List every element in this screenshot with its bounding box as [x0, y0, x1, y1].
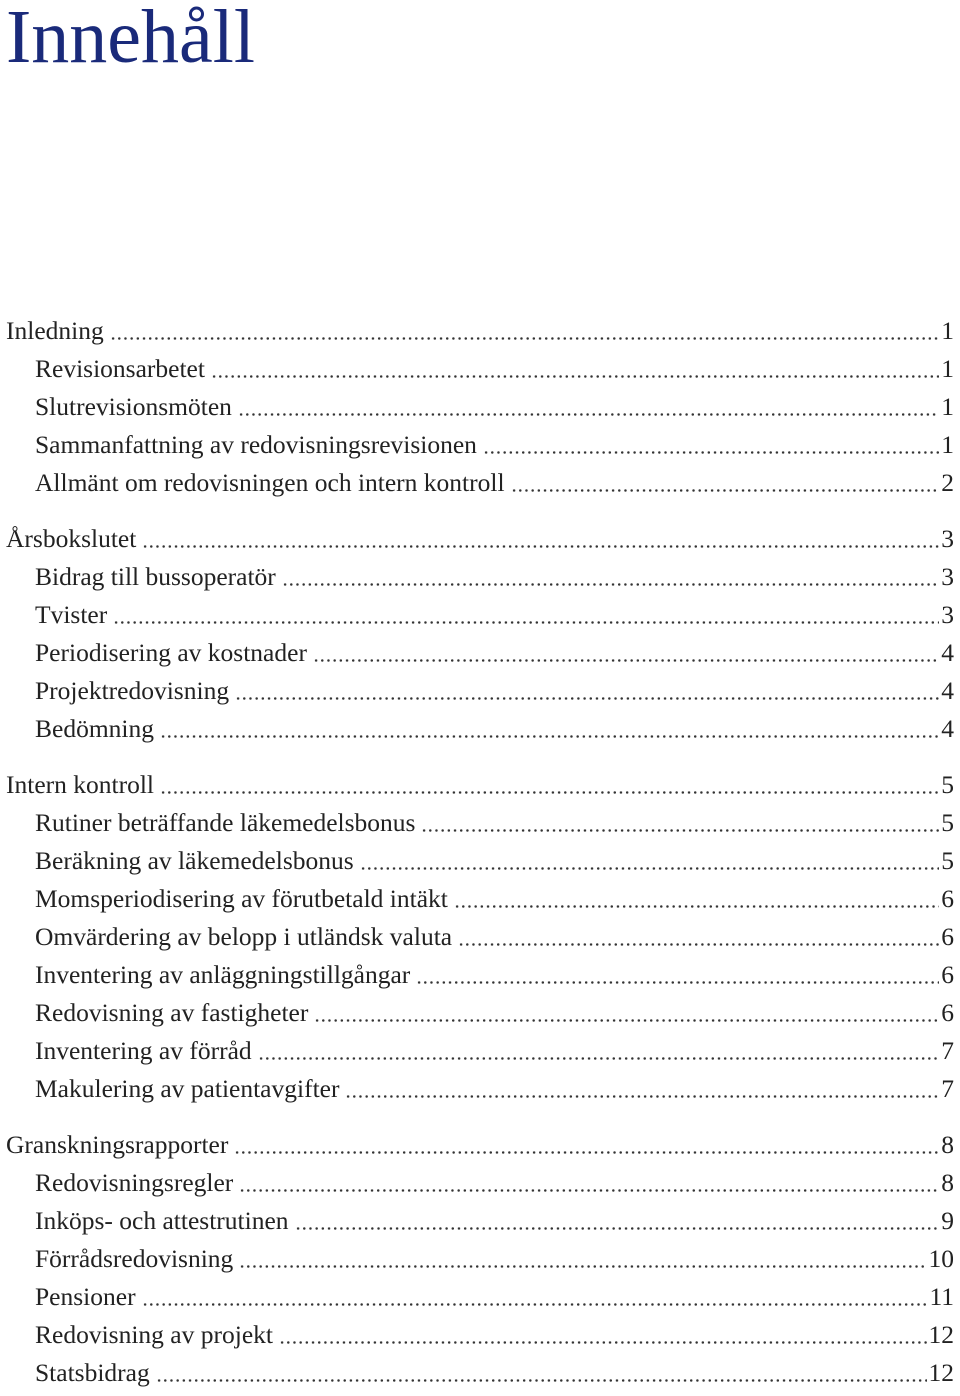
toc-page-number: 6: [941, 998, 954, 1027]
toc-entry-label: Makulering av patientavgifter: [35, 1074, 340, 1103]
toc-leader-dots: [416, 960, 939, 990]
toc-entry[interactable]: [35, 1278, 954, 1312]
toc-entry-label: Beräkning av läkemedelsbonus: [35, 846, 354, 875]
toc-entry-label: Redovisningsregler: [35, 1168, 234, 1197]
toc-page-number: 5: [941, 846, 954, 875]
toc-entry-label: Redovisning av projekt: [35, 1320, 273, 1349]
toc-entry-label: Omvärdering av belopp i utländsk valuta: [35, 922, 453, 951]
toc-leader-dots: [511, 468, 940, 498]
toc-entry[interactable]: [35, 956, 954, 990]
toc-page-number: 6: [941, 960, 954, 989]
toc-entry[interactable]: [35, 1316, 954, 1350]
toc-entry[interactable]: [35, 634, 954, 668]
toc-entry[interactable]: [35, 596, 954, 630]
toc-entry[interactable]: [6, 520, 954, 554]
toc-page-number: 8: [941, 1168, 954, 1197]
toc-leader-dots: [282, 562, 939, 592]
page-title: Innehåll: [6, 0, 256, 79]
toc-entry[interactable]: [35, 918, 954, 952]
toc-leader-dots: [295, 1206, 940, 1236]
toc-page-number: 1: [941, 354, 954, 383]
toc-entry[interactable]: [35, 710, 954, 744]
toc-entry-label: Revisionsarbetet: [35, 354, 205, 383]
toc-leader-dots: [110, 316, 940, 346]
toc-entry[interactable]: [35, 388, 954, 422]
toc-page-number: 1: [941, 392, 954, 421]
toc-entry-label: Intern kontroll: [6, 770, 155, 799]
toc-entry-label: Sammanfattning av redovisningsrevisionen: [35, 430, 477, 459]
toc-page-number: 9: [941, 1206, 954, 1235]
toc-entry-label: Inventering av anläggningstillgångar: [35, 960, 411, 989]
toc-page-number: 8: [941, 1130, 954, 1159]
toc-leader-dots: [483, 430, 939, 460]
toc-entry-label: Tvister: [35, 600, 108, 629]
toc-leader-dots: [234, 1130, 939, 1160]
toc-leader-dots: [458, 922, 939, 952]
toc-leader-dots: [160, 714, 939, 744]
toc-page-number: 11: [929, 1282, 954, 1311]
toc-leader-dots: [211, 354, 939, 384]
toc-page-number: 7: [941, 1036, 954, 1065]
toc-page-number: 2: [941, 468, 954, 497]
toc-entry[interactable]: [35, 1240, 954, 1274]
toc-entry[interactable]: [35, 1354, 954, 1388]
toc-entry-label: Redovisning av fastigheter: [35, 998, 309, 1027]
toc-entry[interactable]: [6, 312, 954, 346]
toc-entry-label: Periodisering av kostnader: [35, 638, 307, 667]
toc-leader-dots: [239, 1244, 926, 1274]
toc-page-number: 12: [928, 1358, 954, 1387]
toc-entry[interactable]: [35, 842, 954, 876]
toc-leader-dots: [235, 676, 939, 706]
toc-entry-label: Allmänt om redovisningen och intern kontroll: [35, 468, 505, 497]
toc-entry[interactable]: [35, 672, 954, 706]
toc-entry[interactable]: [35, 350, 954, 384]
toc-leader-dots: [142, 1282, 928, 1312]
toc-leader-dots: [160, 770, 939, 800]
toc-entry[interactable]: [35, 804, 954, 838]
toc-page-number: 3: [941, 600, 954, 629]
toc-entry[interactable]: [35, 426, 954, 460]
toc-page-number: 4: [941, 638, 954, 667]
toc-leader-dots: [313, 638, 939, 668]
toc-page-number: 3: [941, 524, 954, 553]
toc-page-number: 10: [928, 1244, 954, 1273]
toc-leader-dots: [360, 846, 940, 876]
toc-leader-dots: [142, 524, 939, 554]
toc-page-number: 12: [928, 1320, 954, 1349]
toc-leader-dots: [113, 600, 939, 630]
toc-entry-label: Bidrag till bussoperatör: [35, 562, 276, 591]
toc-entry-label: Statsbidrag: [35, 1358, 150, 1387]
toc-entry-label: Bedömning: [35, 714, 154, 743]
toc-entry[interactable]: [35, 464, 954, 498]
toc-leader-dots: [258, 1036, 940, 1066]
toc-leader-dots: [421, 808, 939, 838]
toc-entry-label: Momsperiodisering av förutbetald intäkt: [35, 884, 448, 913]
toc-leader-dots: [238, 392, 939, 422]
toc-entry[interactable]: [6, 1126, 954, 1160]
toc-page-number: 5: [941, 808, 954, 837]
toc-entry[interactable]: [35, 1202, 954, 1236]
toc-leader-dots: [454, 884, 939, 914]
toc-entry-label: Inventering av förråd: [35, 1036, 252, 1065]
toc-entry-label: Rutiner beträffande läkemedelsbonus: [35, 808, 416, 837]
toc-leader-dots: [156, 1358, 927, 1388]
toc-page-number: 1: [941, 430, 954, 459]
toc-page-number: 3: [941, 562, 954, 591]
toc-entry[interactable]: [35, 1070, 954, 1104]
toc-leader-dots: [239, 1168, 939, 1198]
toc-leader-dots: [279, 1320, 927, 1350]
toc-entry[interactable]: [35, 558, 954, 592]
toc-entry-label: Pensioner: [35, 1282, 136, 1311]
toc-page-number: 6: [941, 922, 954, 951]
toc-entry-label: Granskningsrapporter: [6, 1130, 229, 1159]
toc-entry-label: Förrådsredovisning: [35, 1244, 234, 1273]
toc-entry-label: Projektredovisning: [35, 676, 230, 705]
toc-entry-label: Inköps- och attestrutinen: [35, 1206, 289, 1235]
toc-entry[interactable]: [35, 880, 954, 914]
toc-leader-dots: [345, 1074, 939, 1104]
toc-page-number: 5: [941, 770, 954, 799]
toc-entry[interactable]: [35, 994, 954, 1028]
toc-entry-label: Årsbokslutet: [6, 524, 137, 553]
toc-page-number: 6: [941, 884, 954, 913]
toc-page-number: 7: [941, 1074, 954, 1103]
toc-entry[interactable]: [6, 766, 954, 800]
toc-page-number: 4: [941, 714, 954, 743]
toc-page-number: 1: [941, 316, 954, 345]
toc-entry[interactable]: [35, 1032, 954, 1066]
toc-entry[interactable]: [35, 1164, 954, 1198]
toc-page-number: 4: [941, 676, 954, 705]
toc-entry-label: Slutrevisionsmöten: [35, 392, 232, 421]
toc-leader-dots: [314, 998, 939, 1028]
toc-entry-label: Inledning: [6, 316, 104, 345]
